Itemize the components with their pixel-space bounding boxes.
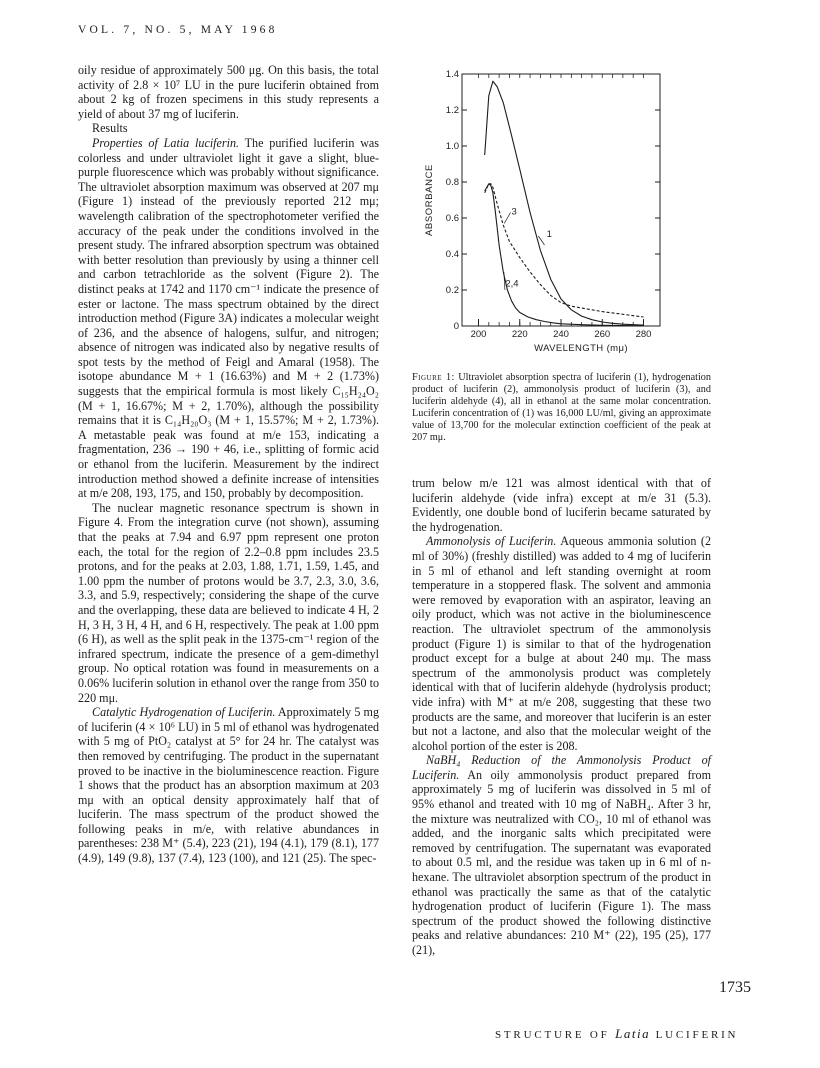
x-axis-label: WAVELENGTH (mμ)	[534, 343, 628, 354]
ammonolysis-text: Aqueous ammonia solution (2 ml of 30%) (freshly distilled) was added to 4 mg of luciferin in 5 ml of ethanol and left standing overnight at room temperature in a stoppered flask. The solvent and ammonia were removed by evaporation with an aspirator, leaving an oily product, which was not active in the bioluminescence reaction. The ultraviolet spectrum of the ammonolysis product (Figure 1) is similar to that of the hydrogenation product except for a bulge at about 240 mμ. The mass spectrum of the ammonolysis product was completely identical with that of luciferin aldehyde (hydrolysis product; vide infra) with M⁺ at m/e 208, suggesting that these two products are the same, and moreover that luciferin is an ester but not a lactone, and also that the molecular weight of the alcohol portion of the ester is 208.	[412, 534, 711, 753]
y-tick-label: 1.0	[445, 141, 459, 152]
properties-text: The purified luciferin was colorless and under ultraviolet light it gave a slight, blue-purple fluorescence which was probably without significance. The ultraviolet absorption maximum was observed at 207 mμ (Figure 1) instead of the previously reported 212 mμ; wavelength calibration of the spectrophotometer verified the accuracy of the peak under the conditions involved in the present study. The infrared absorption spectrum was obtained with better resolution than previously by using a thinner cell and carbon tetrachloride as the solvent (Figure 2). The distinct peaks at 1742 and 1170 cm⁻¹ indicate the presence of ester or lactone. The mass spectrum obtained by the direct introduction method (Figure 3A) indicates a molecular weight of 236, and the absence of halogens, sulfur, and nitrogen; absence of nitrogen was indicated also by negative results of spot tests by the method of Feigl and Amaral (1958). The isotope abundance M + 1 (16.63%) and M + 2 (1.73%) suggests that the empirical formula is most likely C₁₅H₂₄O₂ (M + 1, 16.67%; M + 2, 1.70%), although the possibility remains that it is C₁₄H₂₀O₃ (M + 1, 15.57%; M + 2, 1.73%). A metastable peak was found at m/e 153, indicating a fragmentation, 236 → 190 + 46, i.e., splitting of formic acid or ethanol from the luciferin. Measurement by the indirect introduction method showed a definite increase of intensities at m/e 208, 193, 175, and 150, probably by decomposition.	[78, 135, 380, 501]
figure-1	[412, 60, 711, 360]
series-line-2-4	[485, 184, 644, 326]
figure-caption	[412, 372, 711, 445]
x-tick-label: 240	[553, 329, 569, 340]
series-1-leader	[538, 236, 544, 245]
series-3-leader	[504, 213, 510, 224]
y-tick-label: 0.8	[445, 177, 459, 188]
footer-suffix: LUCIFERIN	[650, 1029, 739, 1041]
nabh4-text: An oily ammonolysis product prepared from approximately 5 mg of luciferin was dissolved in 5 ml of 95% ethanol and treated with 10 mg of NaBH₄. After 3 hr, the mixture was neutralized with CO₂, 10 ml of ethanol was added, and the inorganic salts which precipitated were removed by centrifugation. The supernatant was evaporated to about 0.5 ml, and the residue was taken up in 6 ml of n-hexane. The ultraviolet absorption spectrum of the product in ethanol was practically the same as that of the catalytic hydrogenation product of luciferin (Figure 1). The mass spectrum of the product showed the following distinctive peaks and relative abundances: 210 M⁺ (22), 195 (25), 177 (21),	[412, 767, 711, 957]
y-tick-label: 0.4	[445, 249, 459, 260]
properties-paragraph	[78, 136, 379, 501]
nabh4-heading: NaBH₄ Reduction of the Ammonolysis Product of Luciferin.	[412, 753, 711, 782]
nmr-paragraph: The nuclear magnetic resonance spectrum is shown in Figure 4. From the integration curve (not shown), assuming that the peaks at 7.94 and 6.97 ppm represent one proton each, the total for the region of 2.2–0.8 ppm includes 23.5 protons, and for the peaks at 2.03, 1.88, 1.71, 1.59, 1.45, and 1.00 ppm the number of protons would be 3.7, 2.3, 3.0, 3.6, 3.3, and 5.9, respectively; considering the shape of the curve and the overlapping, these data are believed to indicate 4 H, 2 H, 3 H, 3 H, 4 H, and 6 H, respectively. The peak at 1.00 ppm (6 H), as well as the split peak in the 1375-cm⁻¹ region of the infrared spectrum, indicate the presence of a gem-dimethyl group. No optical rotation was found in measurements on a 0.06% luciferin solution in ethanol over the range from 350 to 220 mμ.	[78, 500, 379, 705]
properties-heading: Properties of Latia luciferin.	[92, 135, 240, 150]
hydrogenation-text: Approximately 5 mg of luciferin (4 × 10⁶ LU) in 5 ml of ethanol was hydrogenated with 5 mg of PtO₂ catalyst at 5° for 24 hr. The catalyst was then removed by centrifuging. The product in the supernatant proved to be inactive in the bioluminescence reaction. Figure 1 shows that the product has an absorption maximum at 203 mμ with an optical density approximately half that of luciferin. The mass spectrum of the product showed the following peaks in m/e, with relative abundances in parentheses: 238 M⁺ (5.4), 223 (21), 194 (4.1), 179 (8.1), 177 (4.9), 149 (9.8), 137 (7.4), 123 (100), and 121 (25). The spec-	[78, 705, 379, 866]
x-tick-label: 260	[594, 329, 611, 340]
ammonolysis-heading: Ammonolysis of Luciferin.	[426, 534, 557, 549]
page-number: 1735	[719, 979, 751, 996]
intro-paragraph: oily residue of approximately 500 μg. On this basis, the total activity of 2.8 × 10⁷ LU in the pure luciferin obtained from about 2 kg of frozen specimens in this study represents a yield of about 37 mg of luciferin.	[78, 63, 379, 121]
hydrogenation-heading: Catalytic Hydrogenation of Luciferin.	[92, 705, 276, 720]
y-tick-label: 0.2	[445, 285, 459, 296]
right-column	[412, 476, 711, 958]
x-tick-label: 220	[511, 329, 528, 340]
figure-label: Figure 1:	[412, 372, 455, 383]
x-tick-label: 280	[635, 329, 652, 340]
ammonolysis-paragraph	[412, 534, 711, 753]
footer-prefix: STRUCTURE OF	[495, 1029, 616, 1041]
nabh4-paragraph	[412, 753, 711, 957]
uv-spectrum-chart	[412, 60, 711, 360]
series-24-label: 2,4	[505, 278, 519, 290]
section-title: Results	[92, 121, 128, 136]
y-tick-label: 1.2	[445, 105, 459, 116]
figure-caption-text: Ultraviolet absorption spectra of luciferin (1), hydrogenation product of luciferin (2), ammonolysis product of luciferin (3), and luciferin aldehyde (4), all in ethanol at the same molar concentration. Luciferin concentration of (1) was 16,000 LU/ml, giving an approximate value of 13,700 for the molecular extinction coefficient of the peak at 207 mμ.	[412, 372, 711, 444]
y-tick-label: 0.6	[445, 213, 459, 224]
hydrogenation-paragraph	[78, 705, 379, 866]
plot-frame	[462, 74, 660, 326]
y-tick-label: 1.4	[445, 69, 459, 80]
running-footer	[495, 1026, 738, 1042]
y-tick-label: 0	[453, 321, 459, 332]
series-line-3	[485, 184, 644, 317]
footer-genus: Latia	[615, 1026, 651, 1041]
continuation-paragraph: trum below m/e 121 was almost identical with that of luciferin aldehyde (vide infra) except at m/e 31 (5.3). Evidently, one double bond of luciferin became saturated by the hydrogenation.	[412, 476, 711, 534]
series-3-label: 3	[511, 206, 517, 218]
x-tick-label: 200	[470, 329, 487, 340]
y-axis-label: ABSORBANCE	[424, 164, 435, 236]
left-column	[78, 63, 379, 866]
running-head: VOL. 7, NO. 5, MAY 1968	[78, 24, 278, 36]
series-1-label: 1	[546, 228, 552, 240]
